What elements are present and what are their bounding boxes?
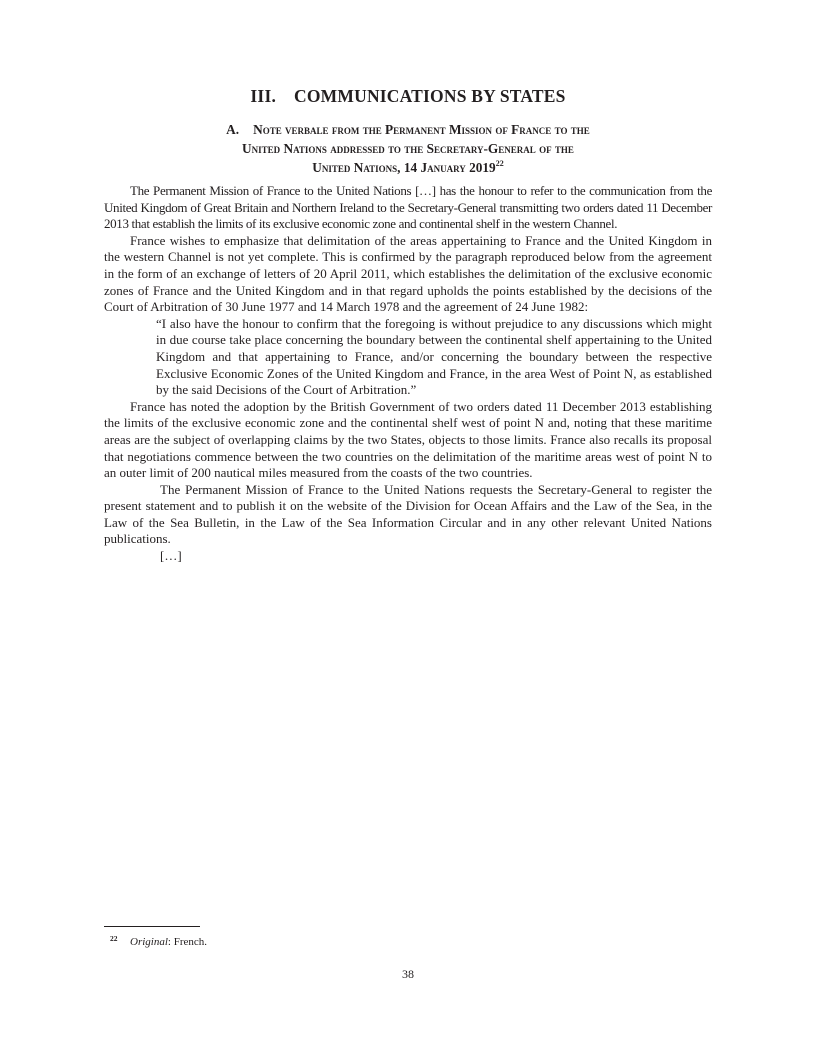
paragraph-4: The Permanent Mission of France to the United Nations requests the Secretary-General to register the present statement and to publish it on the website of the Division for Ocean Affairs and the Law of the Sea, in the Law of the Sea Bulletin, in the Law of the Sea Information Circular and in any other relevant United Nations publications. (104, 481, 712, 547)
page-number: 38 (402, 967, 414, 981)
footnote-label: Original (130, 936, 168, 948)
part-heading (104, 86, 712, 107)
part-number: III. (250, 86, 277, 106)
section-letter: A. (226, 122, 240, 137)
note-body (104, 183, 712, 565)
footnote-number: 22 (110, 934, 118, 943)
part-title: COMMUNICATIONS BY STATES (294, 86, 566, 106)
footnote-text: : French. (167, 936, 208, 948)
footnote-divider (104, 926, 200, 927)
document-page (104, 0, 712, 1056)
paragraph-1: The Permanent Mission of France to the United Nations […] has the honour to refer to the communication from the United Kingdom of Great Britain and Northern Ireland to the Secretary-General transmitting two orders dated 11 December 2013 that establish the limits of its exclusive economic zone and continental shelf in the western Channel. (104, 183, 712, 232)
paragraph-2: France wishes to emphasize that delimitation of the areas appertaining to France and the United Kingdom in the western Channel is not yet complete. This is confirmed by the paragraph reproduced below from the agreement in the form of an exchange of letters of 20 April 2011, which establishes the delimitation of the exclusive economic zones of France and the United Kingdom and in that regard upholds the points established by the decisions of the Court of Arbitration of 30 June 1977 and 14 March 1978 and the agreement of 24 June 1982: (104, 232, 712, 315)
section-title-line-3: United Nations, 14 January 2019 (312, 160, 496, 175)
paragraph-3: France has noted the adoption by the British Government of two orders dated 11 December 2013 establishing the limits of the exclusive economic zone and the continental shelf west of point N and, noting that these maritime areas are the subject of overlapping claims by the two States, objects to those limits. France also recalls its proposal that negotiations commence between the two countries on the delimitation of the maritime areas west of point N to an outer limit of 200 nautical miles measured from the coasts of the two countries. (104, 398, 712, 481)
section-title-line-2: United Nations addressed to the Secretary-General of the (242, 141, 574, 156)
section-title-line-1: Note verbale from the Permanent Mission of France to the (253, 122, 590, 137)
footnote (104, 932, 712, 949)
section-heading (104, 120, 712, 177)
quoted-paragraph: “I also have the honour to confirm that the foregoing is without prejudice to any discussions which might in due course take place concerning the boundary between the continental shelf appertaining to the United Kingdom and that appertaining to France, and/or concerning the boundary between the respective Exclusive Economic Zones of the United Kingdom and France, in the area West of Point N, as established by the said Decisions of the Court of Arbitration.” (156, 315, 712, 398)
omission-ellipsis: […] (160, 548, 182, 564)
footnote-reference[interactable]: 22 (495, 159, 504, 168)
